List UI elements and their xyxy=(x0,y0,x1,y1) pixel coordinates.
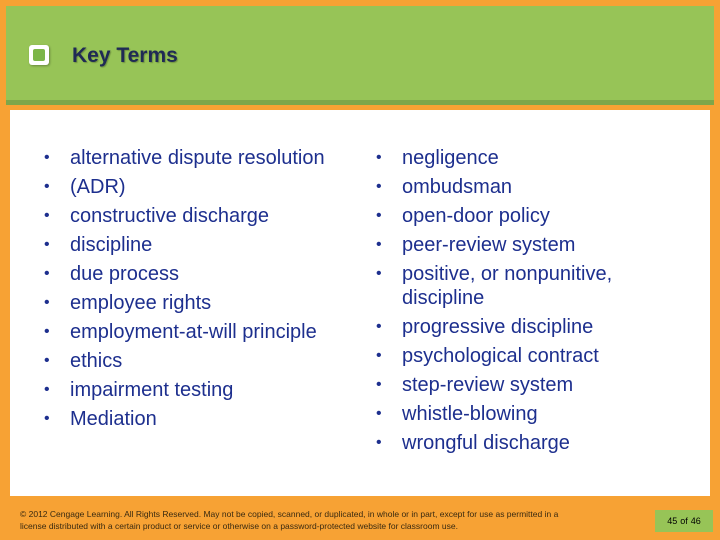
list-item: • psychological contract xyxy=(376,344,676,368)
copyright-notice: © 2012 Cengage Learning. All Rights Reserved. May not be copied, scanned, or duplicated, in whole or in part, except for use as permitted in a license distributed with a certain product or service or otherwise on a password-protected website for classroom use. xyxy=(20,509,559,531)
list-item: • ombudsman xyxy=(376,175,676,199)
list-item: • whistle-blowing xyxy=(376,402,676,426)
list-item: • open-door policy xyxy=(376,204,676,228)
content-area xyxy=(10,110,710,496)
list-item: • peer-review system xyxy=(376,233,676,257)
page-current: 45 xyxy=(667,516,678,526)
list-item: • ethics xyxy=(44,349,334,373)
list-item: • impairment testing xyxy=(44,378,334,402)
list-item: • discipline xyxy=(44,233,334,257)
title-bullet-icon xyxy=(29,45,49,65)
header-shadow xyxy=(6,100,714,105)
list-item: • step-review system xyxy=(376,373,676,397)
page-number xyxy=(655,510,713,532)
list-item: • due process xyxy=(44,262,334,286)
right-term-list xyxy=(376,146,676,460)
page-of-label: of xyxy=(680,516,688,526)
slide-title: Key Terms xyxy=(72,44,178,67)
list-item: • employee rights xyxy=(44,291,334,315)
list-item: • employment-at-will principle xyxy=(44,320,334,344)
page-total: 46 xyxy=(690,516,701,526)
left-term-list xyxy=(44,146,334,436)
list-item: • Mediation xyxy=(44,407,334,431)
list-item: • progressive discipline xyxy=(376,315,676,339)
list-item: • negligence xyxy=(376,146,676,170)
list-item: • alternative dispute resolution xyxy=(44,146,334,170)
list-item: • positive, or nonpunitive, discipline xyxy=(376,262,676,310)
list-item: • wrongful discharge xyxy=(376,431,676,455)
list-item: • constructive discharge xyxy=(44,204,334,228)
list-item: • (ADR) xyxy=(44,175,334,199)
